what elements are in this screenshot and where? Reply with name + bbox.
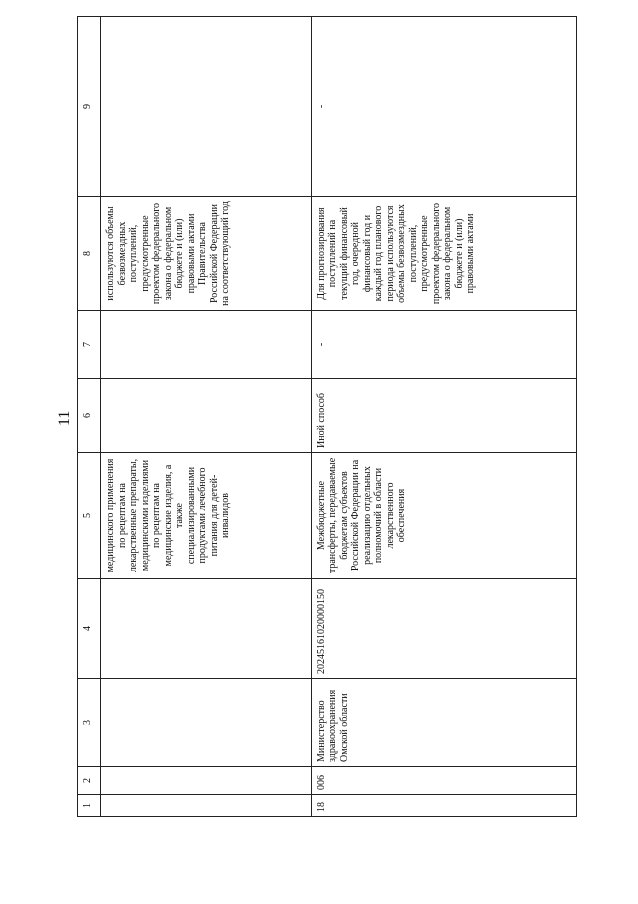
admin-code-cell: 006 xyxy=(311,767,576,795)
table-cell xyxy=(101,767,312,795)
kbk-code-cell: 20245161020000150 xyxy=(311,579,576,679)
forecast-method-cell: Иной способ xyxy=(311,379,576,453)
header-cell: 3 xyxy=(78,679,101,767)
header-cell: 6 xyxy=(78,379,101,453)
forecast-algorithm-cell: используются объемы безвозмездных поступлений, предусмотренные проектом федерального закона о федеральном бюджете и (или) правовыми актами Правительства Российской Федерации на соответствующий год xyxy=(101,197,312,311)
header-cell: 9 xyxy=(78,17,101,197)
header-cell: 2 xyxy=(78,767,101,795)
administrator-cell: Министерство здравоохранения Омской области xyxy=(311,679,576,767)
formula-cell: - xyxy=(311,311,576,379)
revenue-forecast-table xyxy=(77,16,577,817)
forecast-algorithm-cell: Для прогнозирования поступлений на текущий финансовый год, очередной финансовый год и каждый год планового периода используются объемы безвозмездных поступлений, предусмотренные проектом федерального закона о федеральном бюджете и (или) правовыми актами xyxy=(311,197,576,311)
table-cell xyxy=(101,795,312,817)
header-cell: 4 xyxy=(78,579,101,679)
table-cell xyxy=(101,379,312,453)
table-row-continuation xyxy=(101,17,312,817)
table-wrapper xyxy=(77,17,577,817)
header-cell: 5 xyxy=(78,453,101,579)
table-cell xyxy=(101,17,312,197)
revenue-name-cell: медицинского применения по рецептам на лекарственные препараты, медицинскими изделиями по рецептам на медицинские изделия, а также специализированными продуктами лечебного питания для детей-инвалидов xyxy=(101,453,312,579)
row-number-cell: 18 xyxy=(311,795,576,817)
header-cell: 8 xyxy=(78,197,101,311)
table-cell xyxy=(101,311,312,379)
revenue-name-cell: Межбюджетные трансферты, передаваемые бюджетам субъектов Российской Федерации на реализацию отдельных полномочий в области лекарственного обеспечения xyxy=(311,453,576,579)
table-row-18 xyxy=(311,17,576,817)
page-number: 11 xyxy=(56,410,73,426)
table-cell xyxy=(101,579,312,679)
table-cell xyxy=(101,679,312,767)
header-cell: 7 xyxy=(78,311,101,379)
note-cell: - xyxy=(311,17,576,197)
header-row xyxy=(78,17,101,817)
header-cell: 1 xyxy=(78,795,101,817)
